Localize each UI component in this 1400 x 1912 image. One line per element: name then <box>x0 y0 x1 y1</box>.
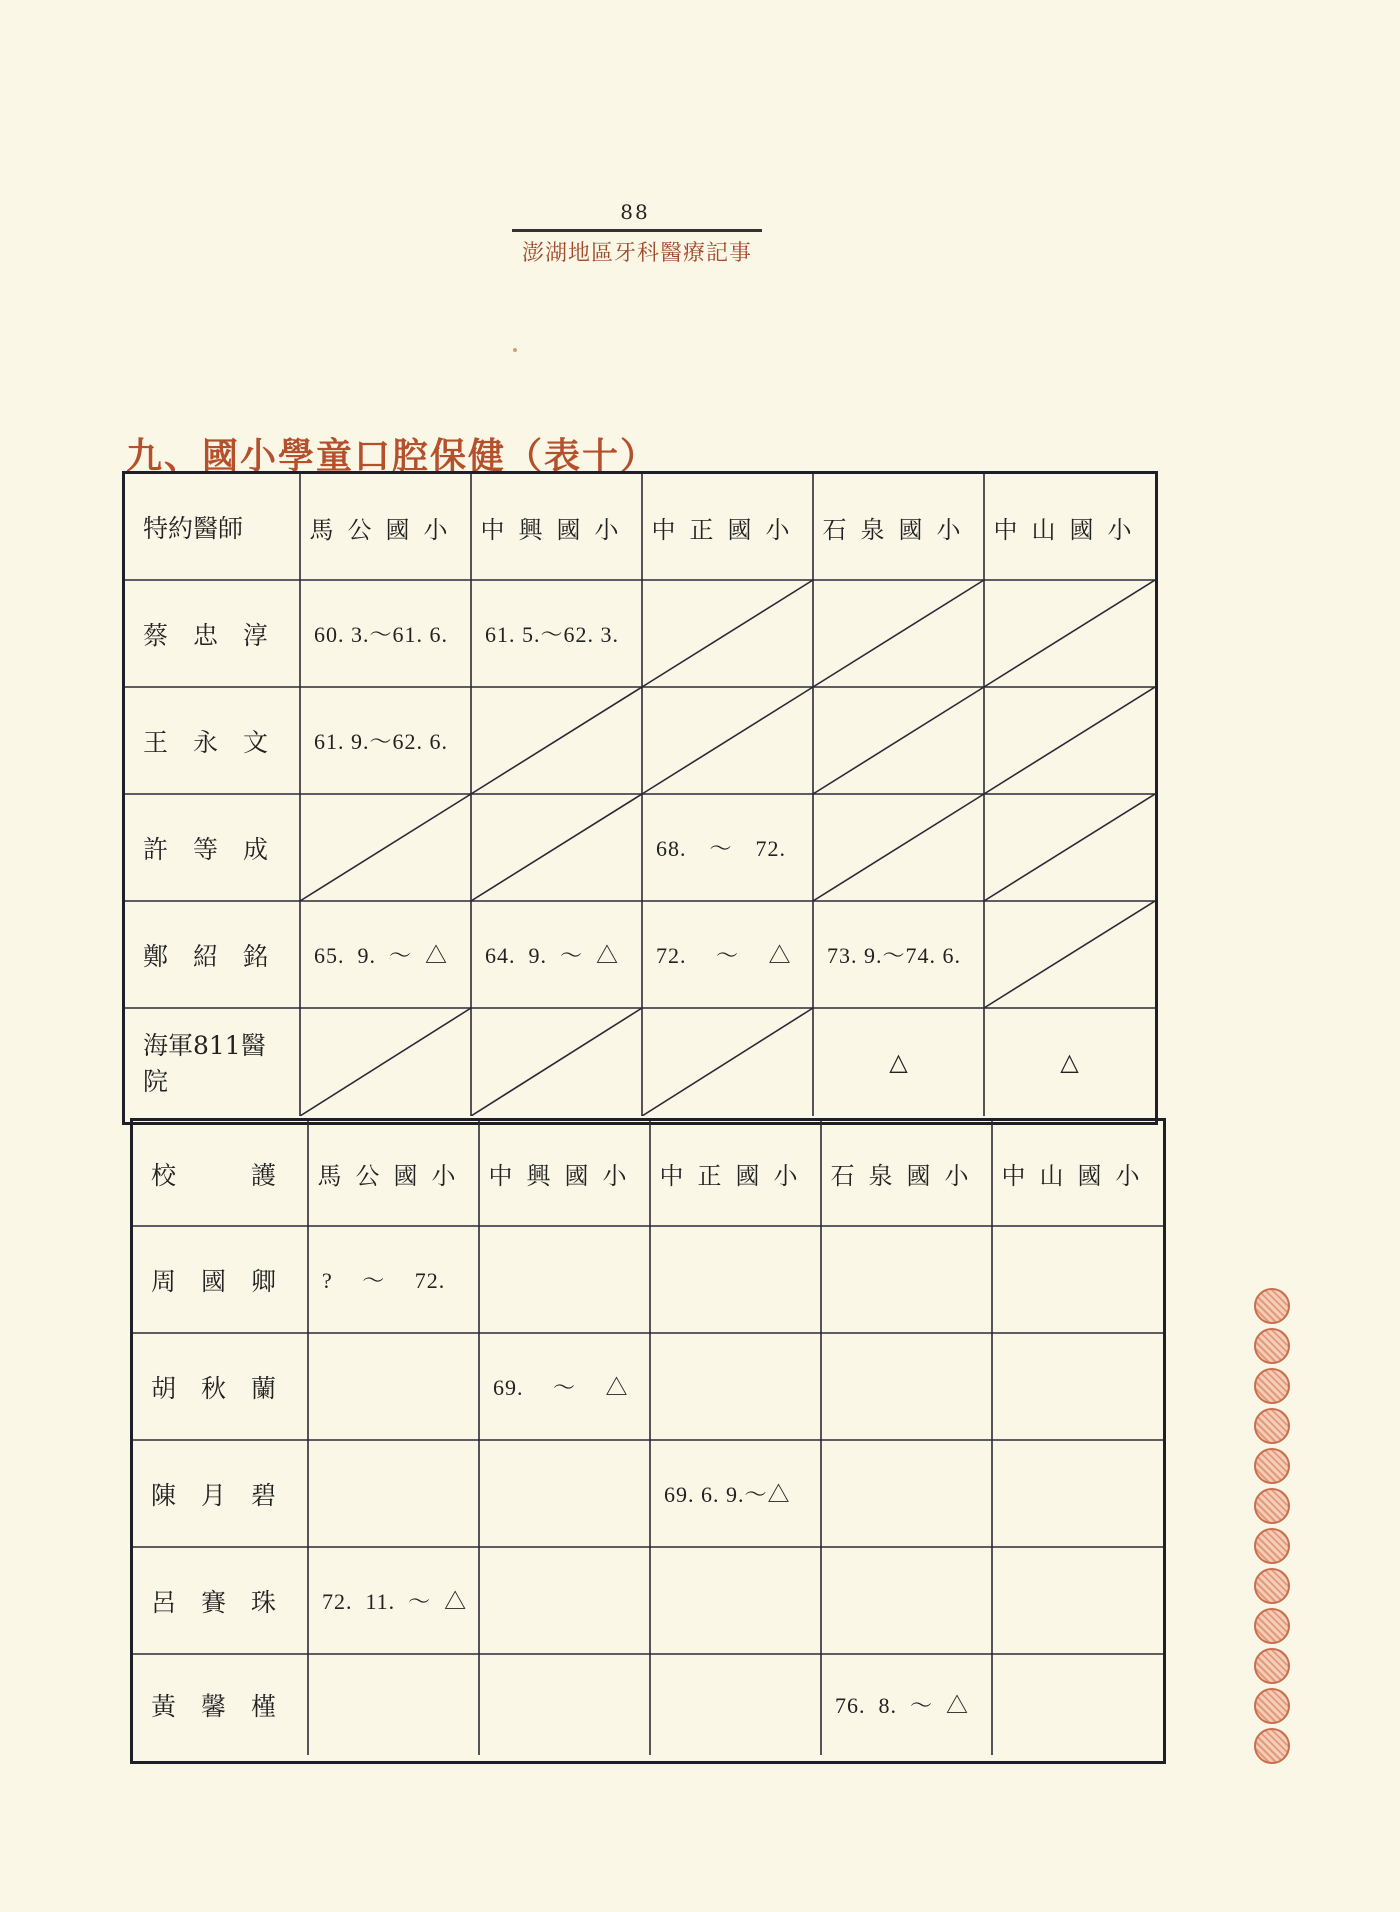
seal-icon <box>1254 1568 1290 1604</box>
not-applicable-slash <box>984 794 1155 901</box>
nurses-service-period: 76. 8. ～ △ <box>835 1693 970 1718</box>
doctors-row-name: 許 等 成 <box>143 834 269 864</box>
not-applicable-slash <box>471 1008 642 1116</box>
not-applicable-slash <box>984 580 1155 687</box>
column-header-school: 中興國小 <box>488 1162 641 1190</box>
seal-icon <box>1254 1368 1290 1404</box>
nurses-service-period: 72. 11. ～ △ <box>322 1589 468 1614</box>
seal-icon <box>1254 1288 1290 1324</box>
doctors-table <box>122 471 1158 1125</box>
not-applicable-slash <box>984 687 1155 794</box>
doctors-row-name: 蔡 忠 淳 <box>143 620 269 650</box>
doctors-service-period: 60. 3.～61. 6. <box>314 622 449 647</box>
doctors-header-label: 特約醫師 <box>143 514 244 543</box>
doctors-row-name: 王 永 文 <box>143 727 269 757</box>
doctors-row-name: 鄭 紹 銘 <box>143 941 269 971</box>
doctors-service-period: 73. 9.～74. 6. <box>827 943 962 968</box>
seal-icon <box>1254 1408 1290 1444</box>
doctors-service-period: 64. 9. ～ △ <box>485 943 620 968</box>
doctors-service-period: 65. 9. ～ △ <box>314 943 449 968</box>
column-header-school: 中興國小 <box>480 515 633 544</box>
seal-icon <box>1254 1648 1290 1684</box>
not-applicable-slash <box>813 687 984 794</box>
nurses-row-name: 黃 馨 槿 <box>151 1691 277 1721</box>
column-header-school: 中正國小 <box>659 1162 812 1190</box>
column-header-school: 中正國小 <box>651 515 804 544</box>
seal-icon <box>1254 1688 1290 1724</box>
seal-icon <box>1254 1488 1290 1524</box>
doctors-service-period: 68. ～ 72. <box>656 836 787 861</box>
not-applicable-slash <box>813 580 984 687</box>
section-title: 九、國小學童口腔保健（表十） <box>126 436 659 477</box>
seal-icon <box>1254 1608 1290 1644</box>
doctors-service-period: 61. 9.～62. 6. <box>314 729 449 754</box>
nurses-service-period: ? ～ 72. <box>322 1268 446 1293</box>
school-nurses-table <box>130 1118 1166 1764</box>
column-header-school: 石泉國小 <box>822 515 975 544</box>
not-applicable-slash <box>984 901 1155 1008</box>
nurses-service-period: 69. ～ △ <box>493 1375 629 1400</box>
column-header-school: 馬公國小 <box>317 1162 470 1190</box>
doctors-service-period: △ <box>889 1048 908 1076</box>
column-header-school: 中山國小 <box>1001 1162 1154 1190</box>
stray-dot <box>513 348 517 352</box>
nurses-row-name: 周 國 卿 <box>151 1266 277 1296</box>
not-applicable-slash <box>642 1008 813 1116</box>
not-applicable-slash <box>471 794 642 901</box>
not-applicable-slash <box>813 794 984 901</box>
nurses-service-period: 69. 6. 9.～△ <box>664 1482 791 1507</box>
page-number: 88 <box>620 200 650 224</box>
not-applicable-slash <box>300 1008 471 1116</box>
not-applicable-slash <box>300 794 471 901</box>
not-applicable-slash <box>471 687 642 794</box>
not-applicable-slash <box>642 687 813 794</box>
doctors-service-period: 61. 5.～62. 3. <box>485 622 620 647</box>
nurses-header-label: 校 護 <box>151 1160 277 1190</box>
doctors-service-period: △ <box>1060 1048 1079 1076</box>
seal-icon <box>1254 1328 1290 1364</box>
seal-icon <box>1254 1528 1290 1564</box>
seal-icon <box>1254 1448 1290 1484</box>
header-rule <box>512 229 762 232</box>
column-header-school: 馬公國小 <box>309 515 462 544</box>
nurses-row-name: 胡 秋 蘭 <box>151 1373 277 1403</box>
nurses-row-name: 陳 月 碧 <box>151 1480 277 1510</box>
doctors-service-period: 72. ～ △ <box>656 943 792 968</box>
running-title: 澎湖地區牙科醫療記事 <box>521 241 752 266</box>
seal-strip <box>1250 1288 1294 1768</box>
not-applicable-slash <box>642 580 813 687</box>
nurses-row-name: 呂 賽 珠 <box>151 1587 277 1617</box>
doctors-row-name: 海軍811醫院 <box>143 1031 266 1096</box>
column-header-school: 石泉國小 <box>830 1162 983 1190</box>
seal-icon <box>1254 1728 1290 1764</box>
column-header-school: 中山國小 <box>993 515 1146 544</box>
